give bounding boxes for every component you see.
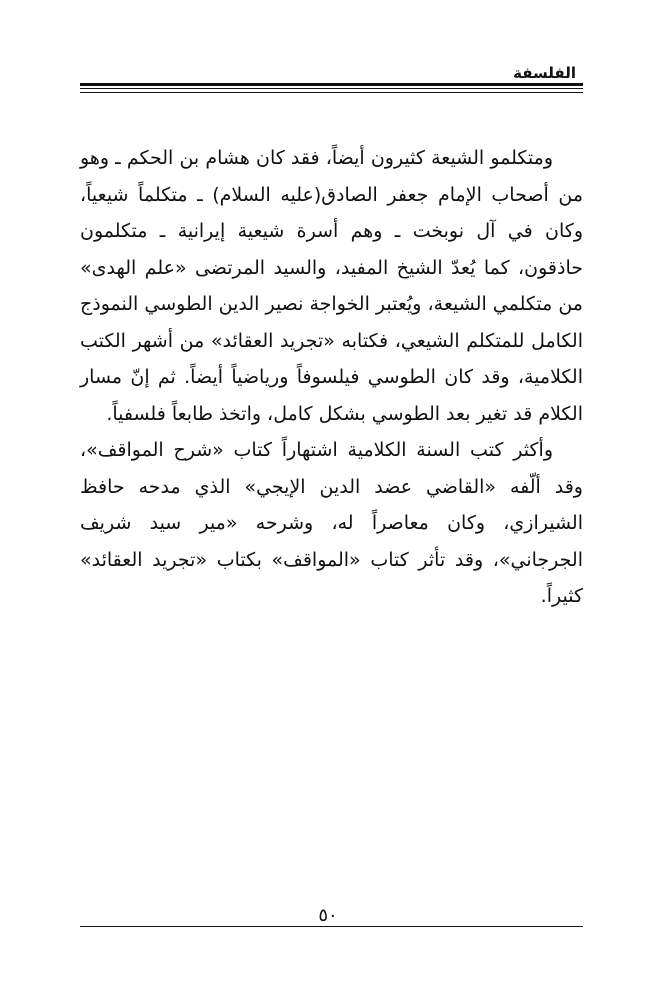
paragraph-2: وأكثر كتب السنة الكلامية اشتهاراً كتاب «شرح المواقف»، وقد ألّفه «القاضي عضد الدين الإيجي» الذي مدحه حافظ الشيرازي، وكان معاصراً له، وشرحه «مير سيد شريف الجرجاني»، وقد تأثر كتاب «المواقف» بكتاب «تجريد العقائد» كثيراً. [80,439,583,607]
footer-rule [80,926,583,927]
body-text [80,140,583,615]
running-head-title: الفلسفة [513,64,576,82]
paragraph-1: ومتكلمو الشيعة كثيرون أيضاً، فقد كان هشام بن الحكم ـ وهو من أصحاب الإمام جعفر الصادق(عليه السلام) ـ متكلماً شيعياً، وكان في آل نوبخت ـ وهم أسرة شيعية إيرانية ـ متكلمون حاذقون، كما يُعدّ الشيخ المفيد، والسيد المرتضى «علم الهدى» من متكلمي الشيعة، ويُعتبر الخواجة نصير الدين الطوسي النموذج الكامل للمتكلم الشيعي، فكتابه «تجريد العقائد» من أشهر الكتب الكلامية، وقد كان الطوسي فيلسوفاً ورياضياً أيضاً. ثم إنّ مسار الكلام قد تغير بعد الطوسي بشكل كامل، واتخذ طابعاً فلسفياً. [80,147,583,425]
page-number: ٥٠ [318,905,338,926]
header-double-rule [80,83,583,93]
